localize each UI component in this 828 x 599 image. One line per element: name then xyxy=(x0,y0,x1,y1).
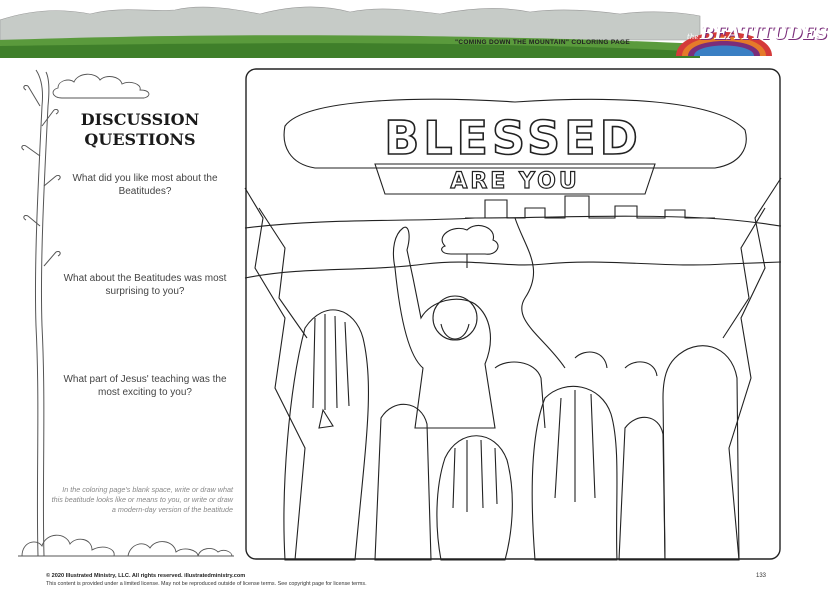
footer-copyright: © 2020 Illustrated Ministry, LLC. All rights reserved. illustratedministry.com xyxy=(46,573,246,579)
bushes-icon xyxy=(18,535,234,556)
cloud-icon xyxy=(53,74,149,98)
coloring-illustration xyxy=(245,68,781,560)
logo-prefix: the xyxy=(687,33,699,41)
page-number: 133 xyxy=(756,573,767,579)
logo-text: BEATITUDES xyxy=(700,24,828,44)
question-3: What part of Jesus' teaching was the most exciting to you? xyxy=(63,374,227,398)
subheadline-text: ARE YOU xyxy=(450,169,580,194)
footer-license: This content is provided under a limited license. May not be reproduced outside of license terms. See copyright page for license terms. xyxy=(46,581,367,587)
tree-icon xyxy=(22,70,60,556)
discussion-questions-title: DISCUSSION QUESTIONS xyxy=(80,110,200,149)
question-2: What about the Beatitudes was most surprising to you? xyxy=(63,273,227,297)
page-label: "COMING DOWN THE MOUNTAIN" COLORING PAGE xyxy=(455,39,630,46)
instruction-text: In the coloring page's blank space, write or draw what this beatitude looks like or means to you, or write or draw a modern-day version of the beatitude xyxy=(51,485,233,514)
headline-text: BLESSED xyxy=(384,111,642,165)
question-1: What did you like most about the Beatitudes? xyxy=(72,173,218,197)
mountain-range xyxy=(0,7,700,40)
